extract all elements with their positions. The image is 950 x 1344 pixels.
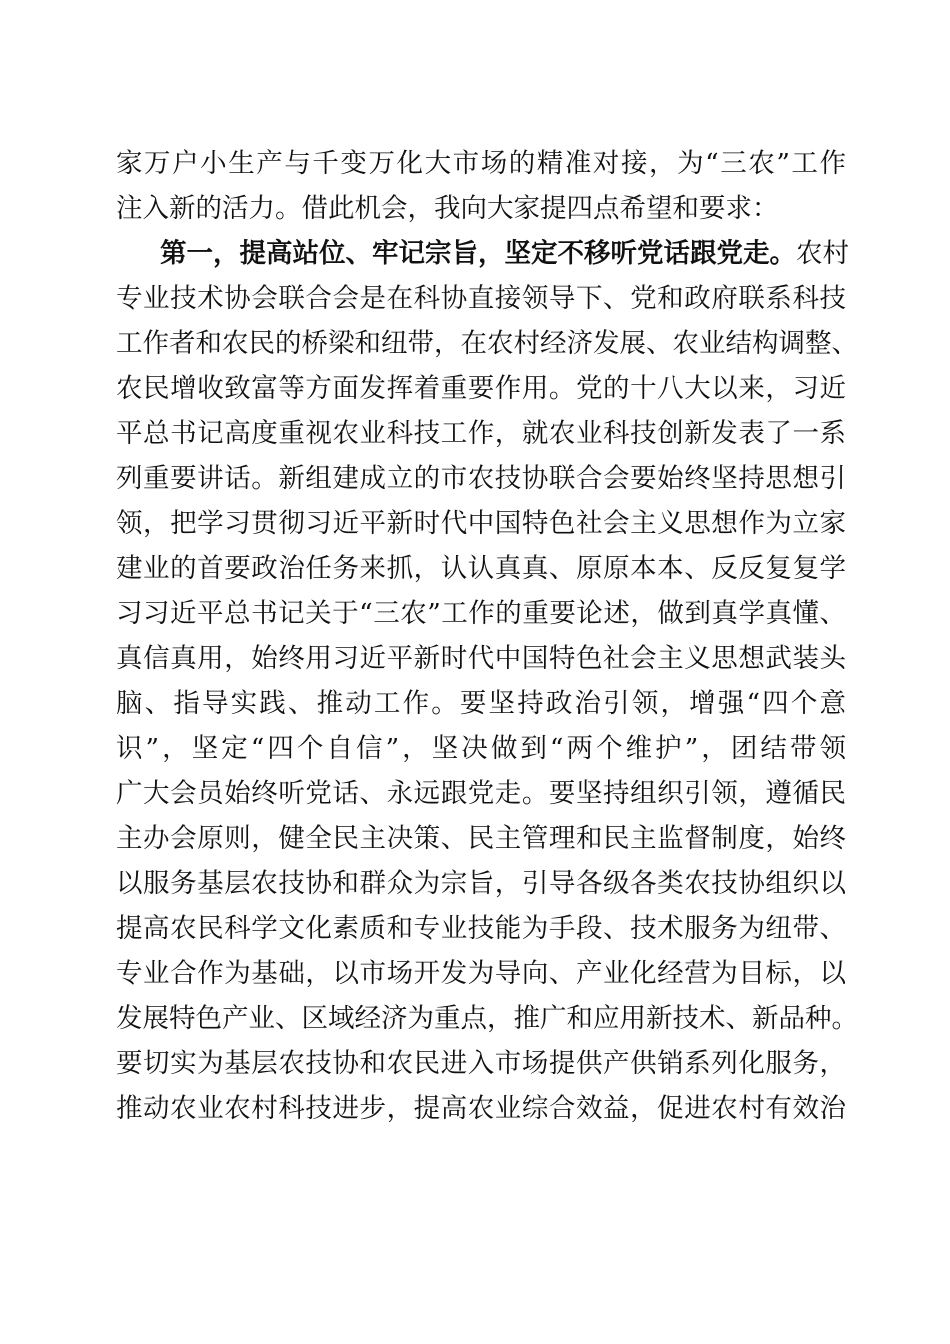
- section-heading: 第一，提高站位、牢记宗旨，坚定不移听党话跟党走。: [160, 238, 796, 269]
- paragraph-first-line: [160, 234, 850, 274]
- text-line: 主办会原则，健全民主决策、民主管理和民主监督制度，始终: [116, 823, 846, 854]
- text-line: 识”，坚定“四个自信”，坚决做到“两个维护”，团结带领: [116, 733, 846, 764]
- text-line: 要切实为基层农技协和农民进入市场提供产供销系列化服务，: [116, 1048, 846, 1079]
- text-line: 工作者和农民的桥梁和纽带，在农村经济发展、农业结构调整、: [116, 328, 858, 359]
- text-line: 发展特色产业、区域经济为重点，推广和应用新技术、新品种。: [116, 1003, 858, 1034]
- text-line: 农民增收致富等方面发挥着重要作用。党的十八大以来，习近: [116, 373, 846, 404]
- text-line: 注入新的活力。借此机会，我向大家提四点希望和要求：: [116, 193, 779, 224]
- text-line: 真信真用，始终用习近平新时代中国特色社会主义思想武装头: [116, 643, 846, 674]
- text-span: 农村: [796, 238, 849, 269]
- text-line: 推动农业农村科技进步，提高农业综合效益，促进农村有效治: [116, 1093, 846, 1124]
- text-line: 专业技术协会联合会是在科协直接领导下、党和政府联系科技: [116, 283, 846, 314]
- text-line: 领，把学习贯彻习近平新时代中国特色社会主义思想作为立家: [116, 508, 846, 539]
- text-line: 专业合作为基础，以市场开发为导向、产业化经营为目标，以: [116, 958, 846, 989]
- text-line: 脑、指导实践、推动工作。要坚持政治引领，增强“四个意: [116, 688, 846, 719]
- text-line: 以服务基层农技协和群众为宗旨，引导各级各类农技协组织以: [116, 868, 846, 899]
- text-line: 广大会员始终听党话、永远跟党走。要坚持组织引领，遵循民: [116, 778, 846, 809]
- text-line: 平总书记高度重视农业科技工作，就农业科技创新发表了一系: [116, 418, 846, 449]
- text-line: 列重要讲话。新组建成立的市农技协联合会要始终坚持思想引: [116, 463, 846, 494]
- text-line: 建业的首要政治任务来抓，认认真真、原原本本、反反复复学: [116, 553, 846, 584]
- text-line: 提高农民科学文化素质和专业技能为手段、技术服务为纽带、: [116, 913, 846, 944]
- text-line: 习习近平总书记关于“三农”工作的重要论述，做到真学真懂、: [116, 598, 846, 629]
- text-line: 家万户小生产与千变万化大市场的精准对接，为“三农”工作: [116, 148, 846, 179]
